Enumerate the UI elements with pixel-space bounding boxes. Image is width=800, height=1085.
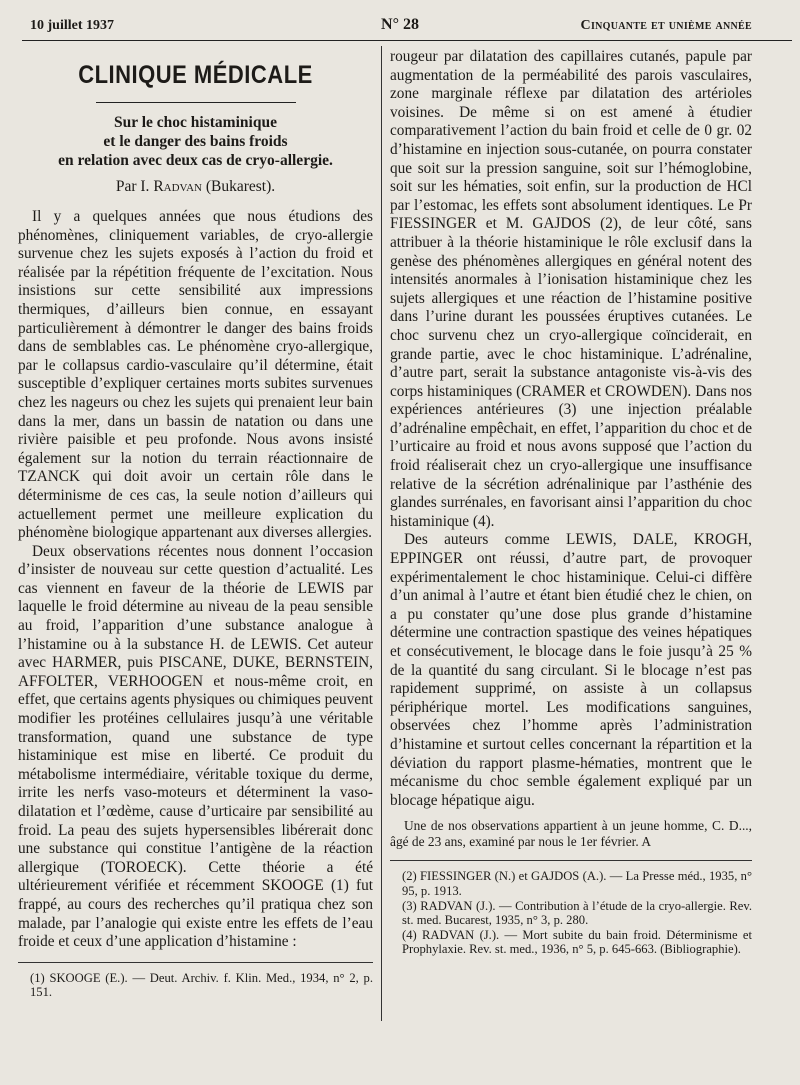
author-name: Radvan: [153, 178, 202, 195]
paragraph: rougeur par dilatation des capillaires cutanés, papule par augmentation de la perméabilité des parois vasculaires, zone marginale réflexe par dilatation des artérioles voisines. De même si on est amené à étudier comparativement l’action du bain froid et celle de 0 gr. 02 d’histamine en injection sous-cutanée, on pourra constater que soit sur la pression sanguine, soit sur l’hémoglobine, soit sur les hématies, soit enfin, sur la production de HCl par l’estomac, les effets sont absolument identiques. Le Pr FIESSINGER et M. GAJDOS (2), de leur côté, sans attribuer à la théorie histaminique le rôle exclusif dans la genèse des phénomènes allergiques en général notent des intensités anormales à l’ionisation histaminique chez les sujets allergiques et une réaction de l’histamine positive dans l’urine durant les poussées éruptives cutanées. Le choc survenu chez un cryo-allergique coïnciderait, en grande partie, avec le choc histaminique. L’adrénaline, d’autre part, serait la substance antagoniste vis-à-vis des corps histaminiques (CRAMER et CROWDEN). Dans nos expériences antérieures (3) une injection préalable d’adrénaline empêchait, en effet, l’apparition du choc et de l’urticaire au froid et nous avons supposé que l’action du froid réaliserait chez un cryo-allergique une insuffisance relative de la sécrétion adrénalinique par l’asthénie des glandes surrénales, en favorisant ainsi l’apparition du choc histaminique (4).: [390, 48, 752, 530]
footnote: (1) SKOOGE (E.). — Deut. Archiv. f. Klin. Med., 1934, n° 2, p. 151.: [30, 970, 373, 1000]
article-title: [18, 113, 373, 170]
footnote-rule: [18, 962, 373, 963]
paragraph: Deux observations récentes nous donnent l’occasion d’insister de nouveau sur cette question d’actualité. Les cas viennent en faveur de la théorie de LEWIS par laquelle le froid détermine au niveau de la peau sensible au froid, l’apparition d’une substance analogue à l’histamine ou à la substance H. de LEWIS. Cet auteur avec HARMER, puis PISCANE, DUKE, BERNSTEIN, AFFOLTER, VERHOOGEN et nous-même croit, en effet, que certains agents physiques ou chimiques peuvent modifier les protéines cellulaires jusqu’à une véritable transformation, quand une substance de type histaminique est mise en liberté. Ce produit du métabolisme intermédiaire, véritable toxique du derme, irrite les nerfs vaso-moteurs et déterminent la vaso-dilatation et l’œdème, cause d’urticaire par sensibilité au froid. La peau des sujets hypersensibles libérerait donc une substance qui constitue l’antigène de la réaction allergique (TOROECK). Cette théorie a été ultérieurement vérifiée et récemment SKOOGE (1) fut frappé, au cours des recherches qu’il pratiqua chez son malade, par l’analogie qui existe entre les effets de l’eau froide et ceux d’une application d’histamine :: [18, 542, 373, 951]
left-column: [18, 50, 373, 1000]
article-title-line2: et le danger des bains froids: [103, 133, 288, 150]
header-rule: [22, 40, 792, 41]
byline-prefix: Par I.: [115, 178, 150, 195]
page-header: [22, 14, 778, 40]
issue-number: N° 28: [381, 16, 419, 33]
volume-year: Cinquante et unième année: [580, 18, 752, 33]
paragraph: Une de nos observations appartient à un jeune homme, C. D..., âgé de 23 ans, examiné par nous le 1er février. A: [390, 818, 752, 850]
footnote: (4) RADVAN (J.). — Mort subite du bain froid. Déterminisme et Prophylaxie. Rev. st. med., 1936, n° 5, p. 645-663. (Bibliographie).: [402, 927, 752, 957]
right-column: [390, 48, 752, 957]
paragraph: Il y a quelques années que nous étudions des phénomènes, cliniquement variables, de cryo-allergie survenue chez les sujets exposés à l’action du froid et réalisée par la répétition fréquente de l’excitation. Nous insistions sur cette sensibilité aux impressions thermiques, d’ailleurs bien connue, en essayant particulièrement à démontrer le danger des bains froids dans de semblables cas. Le phénomène cryo-allergique, par le collapsus cardio-vasculaire qu’il détermine, était susceptible d’expliquer certaines morts subites survenues chez les nageurs ou chez les sujets qui prenaient leur bain dans la mer, dans un bassin de natation ou dans une rivière paisible et peu profonde. Nous avons insisté également sur la notion du terrain réactionnaire de TZANCK qui doit avoir un certain rôle dans le déterminisme de ces cas, la seule notion d’ailleurs qui actuellement permet une meilleure explication du phénomène biologique appartenant aux diverses allergies.: [18, 208, 373, 542]
byline: [18, 178, 373, 196]
title-rule: [96, 102, 296, 103]
footnote: (2) FIESSINGER (N.) et GAJDOS (A.). — La Presse méd., 1935, n° 95, p. 1913.: [402, 869, 752, 898]
section-title: CLINIQUE MÉDICALE: [78, 60, 313, 89]
footnote: (3) RADVAN (J.). — Contribution à l’étude de la cryo-allergie. Rev. st. med. Bucarest, 1935, n° 3, p. 280.: [402, 898, 752, 928]
paragraph: Des auteurs comme LEWIS, DALE, KROGH, EPPINGER ont réussi, d’autre part, de provoquer expérimentalement le choc histaminique. Celui-ci diffère d’un animal à l’autre et étant bien étudié chez le chien, on a pu constater qu’une dose plus grande d’histamine détermine une contraction spastique des veines hépatiques et consécutivement, le blocage dans le foie jusqu’à 25 % de la quantité du sang circulant. Si le blocage n’est pas rapidement supprimé, on assiste à un collapsus périphérique mortel. Les modifications sanguines, observées chez l’homme après l’administration d’histamine et surtout celles concernant la répartition et la déviation du rapport plasme-hématies, montrent que le mécanisme du choc semble également expliqué par un blocage hépatique aigu.: [390, 531, 752, 809]
article-title-line1: Sur le choc histaminique: [114, 114, 277, 131]
footnote-rule: [390, 860, 752, 861]
article-title-line3: en relation avec deux cas de cryo-allergie.: [58, 152, 333, 169]
author-place: (Bukarest).: [205, 178, 276, 195]
issue-date: 10 juillet 1937: [30, 18, 114, 33]
column-divider: [381, 46, 382, 1021]
